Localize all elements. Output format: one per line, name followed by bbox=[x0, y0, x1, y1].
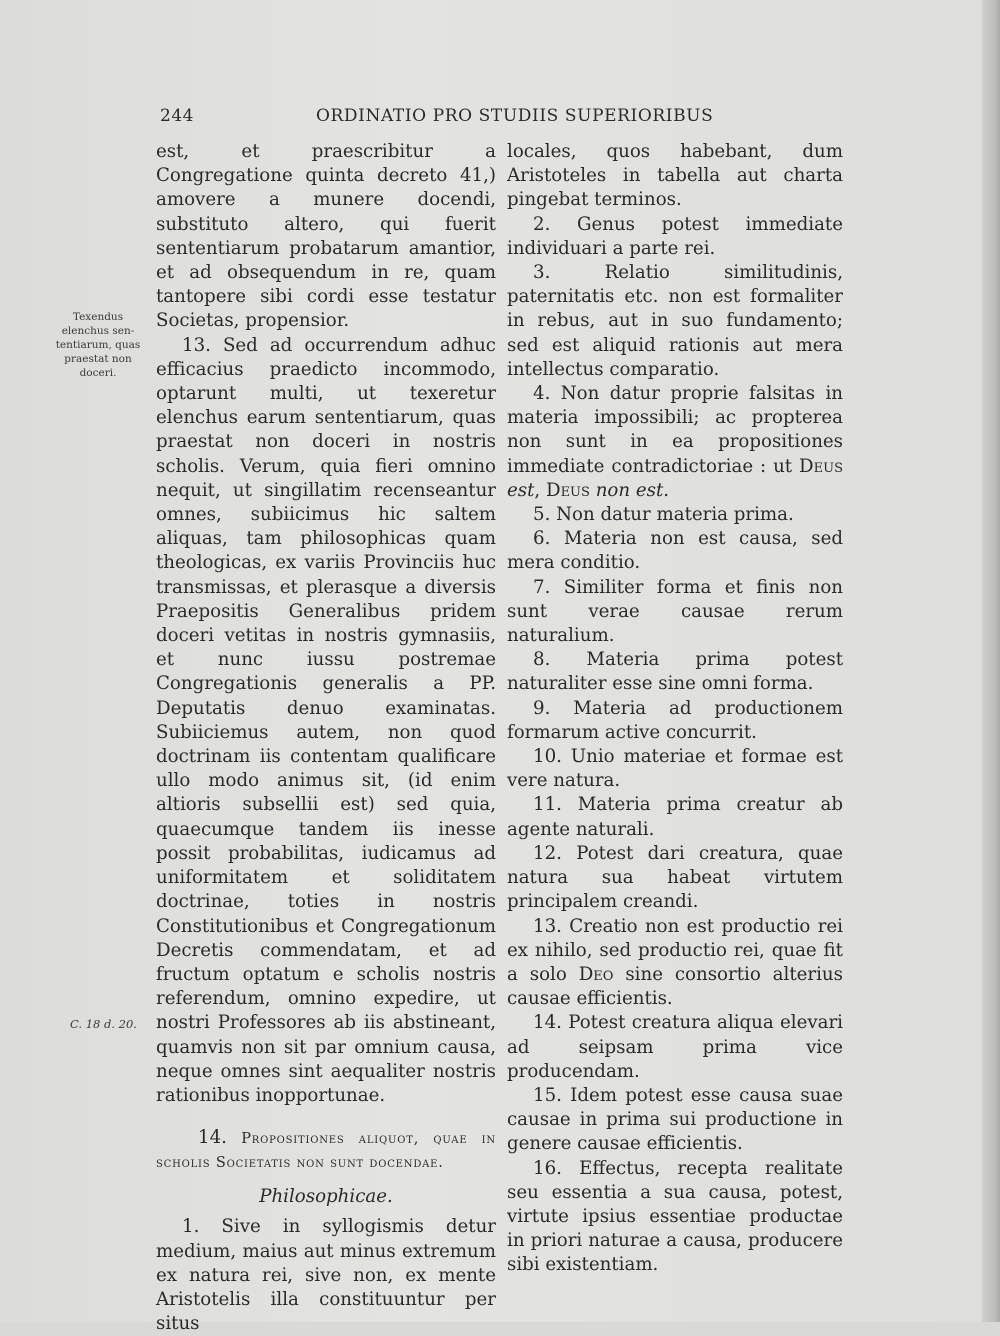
list-item: 11. Materia prima creatur ab agente naturali. bbox=[507, 794, 843, 840]
list-item: 10. Unio materiae et formae est vere natura. bbox=[507, 746, 843, 792]
deo-word: Deo bbox=[578, 963, 614, 985]
item4-text: 4. Non datur proprie falsitas in materia impossibili; ac propterea non sunt in ea propositiones immediate contradictoriae : ut bbox=[507, 383, 843, 477]
page-number: 244 bbox=[160, 106, 194, 126]
item13-text-end: sine consortio alterius causae efficientis. bbox=[507, 963, 843, 1010]
list-item: 9. Materia ad productionem formarum active concurrit. bbox=[507, 697, 843, 743]
list-item: 5. Non datur materia prima. bbox=[533, 504, 794, 526]
heading-number: 14. bbox=[198, 1127, 227, 1149]
list-item: 15. Idem potest esse causa suae causae in prima sui productione in genere causae efficientis. bbox=[507, 1084, 843, 1155]
est-word: est bbox=[507, 479, 535, 501]
deus-word: Deus bbox=[545, 479, 590, 501]
item13-text: 13. Creatio non est productio rei ex nihilo, sed productio rei, quae fit a solo bbox=[507, 915, 843, 985]
list-item: 3. Relatio similitudinis, paternitatis etc. non est formaliter in rebus, aut in suo fundamento; sed est aliquid rationis aut mera intellectus comparatio. bbox=[507, 262, 843, 380]
list-item: 16. Effectus, recepta realitate seu essentia a sua causa, potest, virtute ipsius essentiae productae in priori naturae a causa, producere sibi existentiam. bbox=[507, 1157, 843, 1276]
margin-reference: C. 18 d. 20. bbox=[70, 1017, 137, 1031]
list-item: 7. Similiter forma et finis non sunt verae causae rerum naturalium. bbox=[507, 576, 843, 647]
list-item-continuation: locales, quos habebant, dum Aristoteles in tabella aut charta pingebat terminos. bbox=[507, 141, 843, 211]
list-item bbox=[507, 915, 843, 1012]
list-item: 2. Genus potest immediate individuari a parte rei. bbox=[507, 213, 843, 259]
left-column bbox=[156, 140, 496, 1336]
page-edge-shadow bbox=[982, 0, 1000, 1322]
subheading-philosophicae: Philosophicae. bbox=[259, 1186, 393, 1208]
section-heading-14 bbox=[156, 1126, 496, 1175]
margin-note: Texendus elenchus sen-tentiarum, quas praestat non doceri. bbox=[55, 311, 141, 379]
paragraph-continuation: est, et praescribitur a Congregatione quinta decreto 41,) amovere a munere docendi, substituto altero, qui fuerit sententiarum probatarum amantior, et ad obsequendum in re, quam tantopere sibi cordi esse testatur Societas, propensior. bbox=[156, 141, 496, 332]
list-item: 1. Sive in syllogismis detur medium, maius aut minus extremum ex natura rei, sive non, ex mente Aristotelis illa constituuntur per situs bbox=[156, 1216, 496, 1335]
list-item: 14. Potest creatura aliqua elevari ad seipsam prima vice producendam. bbox=[507, 1012, 843, 1082]
list-item: 4. Non datur proprie falsitas in materia impossibili; ac propterea non sunt in ea propositiones immediate contradictoriae : ut Deus est, Deus non est. bbox=[507, 383, 843, 501]
running-title: ORDINATIO PRO STUDIIS SUPERIORIBUS bbox=[316, 106, 714, 126]
right-column bbox=[507, 140, 843, 1278]
list-item: 12. Potest dari creatura, quae natura sua habeat virtutem principalem creandi. bbox=[507, 842, 843, 913]
non-est-words: non est. bbox=[595, 479, 670, 501]
deus-word: Deus bbox=[799, 455, 843, 477]
paragraph-13: 13. Sed ad occurrendum adhuc efficacius praedicto incommodo, optarunt multi, ut texeretur elenchus earum sententiarum, quas praestat non doceri in nostris scholis. Verum, quia fieri omnino nequit, ut singillatim recenseantur omnes, subiicimus hic saltem aliquas, tam philosophicas quam theologicas, ex variis Provinciis huc transmissas, et plerasque a diversis Praepositis Generalibus pridem doceri vetitas in nostris gymnasiis, et nunc iussu postremae Congregationis generalis a PP. Deputatis denuo examinatas. Subiiciemus autem, non quod doctrinam iis contentam qualificare ullo modo animus sit, (id enim altioris subsellii est) sed quia, quaecumque tandem iis inesse possit probabilitas, iudicamus ad uniformitatem et soliditatem doctrinae, toties in nostris Constitutionibus et Congregationum Decretis commendatam, et ad fructum optatum e scholis nostris referendum, omnino expedire, ut nostri Professores ab iis abstineant, quamvis non sit par omnium causa, neque omnes sint aequaliter nostris rationibus inopportunae. bbox=[156, 334, 496, 1106]
list-item: 6. Materia non est causa, sed mera conditio. bbox=[507, 528, 843, 574]
heading-text: Propositiones aliquot, quae in scholis Societatis non sunt docendae. bbox=[156, 1131, 496, 1172]
list-item: 8. Materia prima potest naturaliter esse sine omni forma. bbox=[507, 649, 843, 695]
